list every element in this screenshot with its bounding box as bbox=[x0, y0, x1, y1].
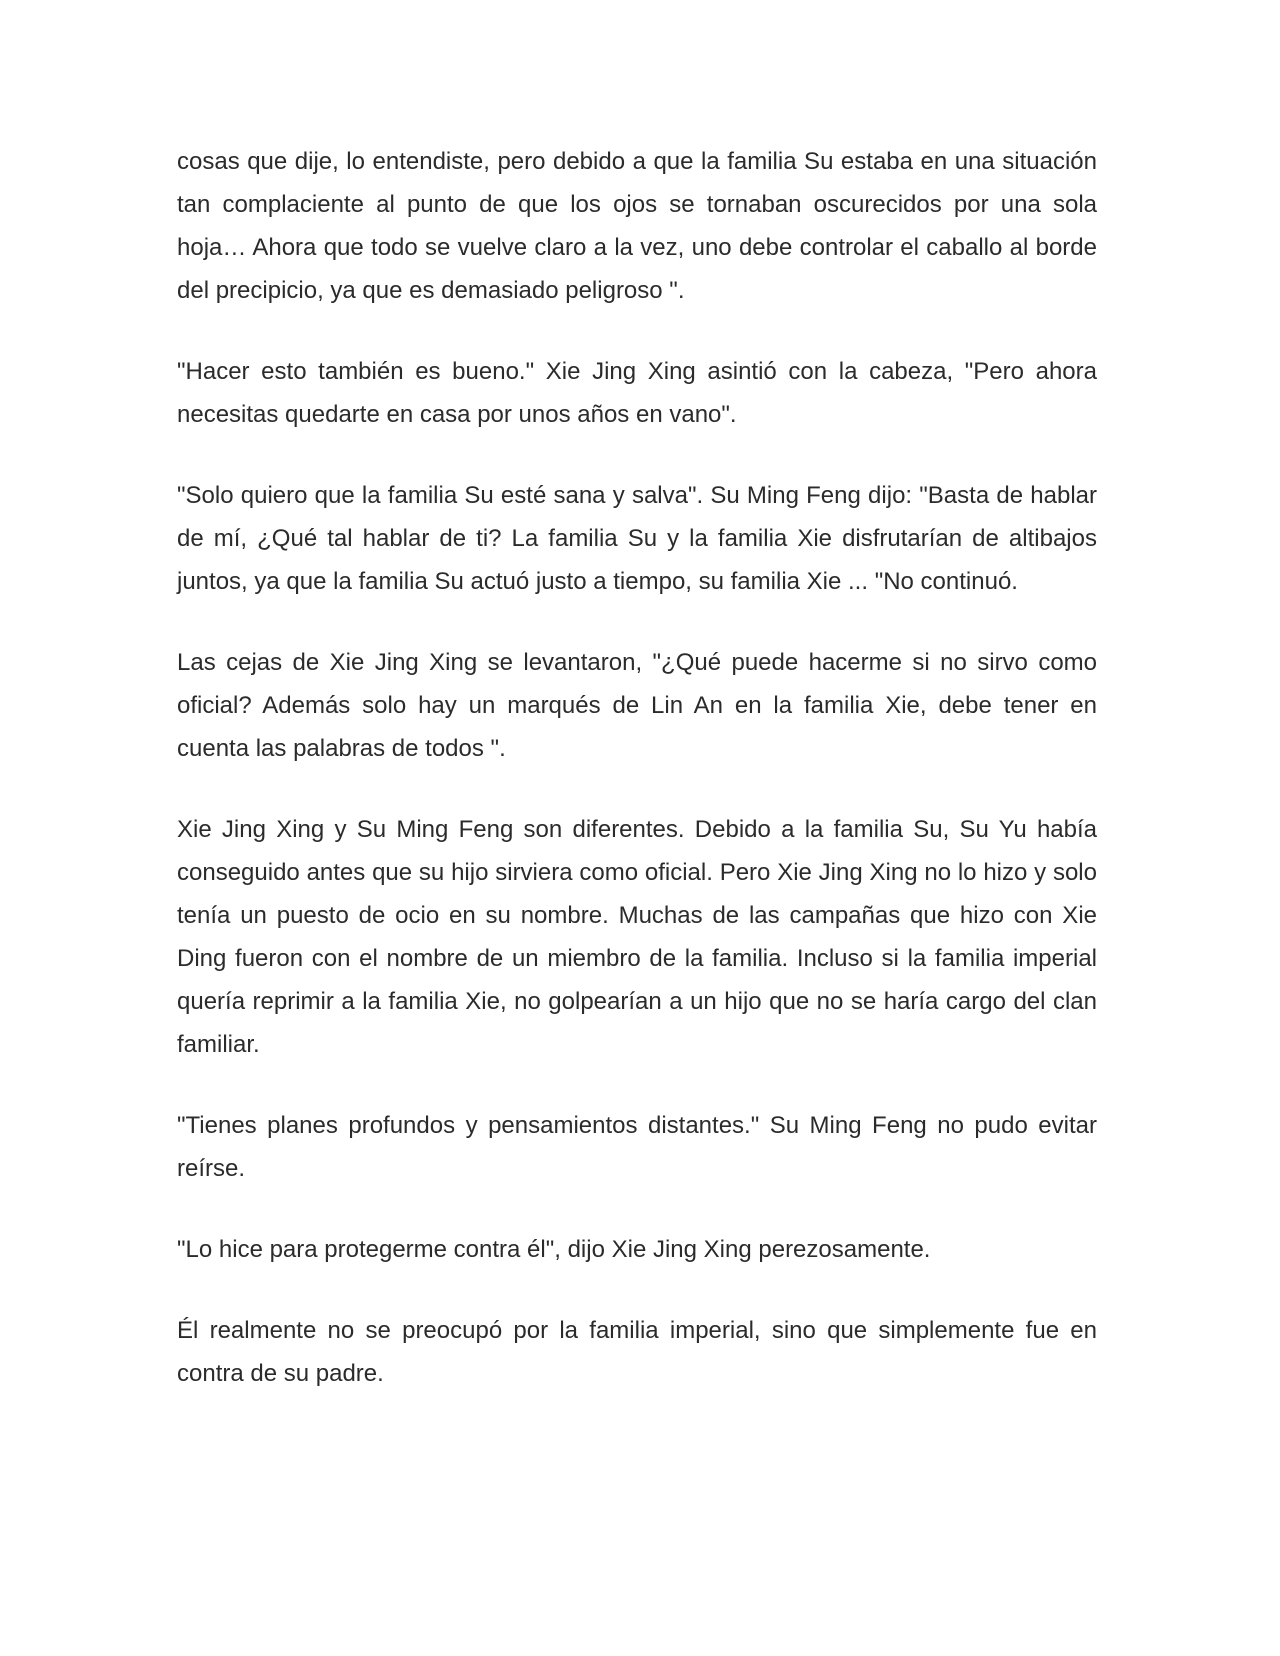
paragraph-7: "Lo hice para protegerme contra él", dijo Xie Jing Xing perezosamente. bbox=[177, 1236, 931, 1263]
paragraph-2: "Hacer esto también es bueno." Xie Jing Xing asintió con la cabeza, "Pero ahora necesitas quedarte en casa por unos años en vano". bbox=[177, 358, 1097, 428]
paragraph-3: "Solo quiero que la familia Su esté sana y salva". Su Ming Feng dijo: "Basta de hablar de mí, ¿Qué tal hablar de ti? La familia Su y la familia Xie disfrutarían de altibajos juntos, ya que la familia Su actuó justo a tiempo, su familia Xie ... "No continuó. bbox=[177, 482, 1097, 595]
paragraph-8: Él realmente no se preocupó por la familia imperial, sino que simplemente fue en contra de su padre. bbox=[177, 1317, 1097, 1387]
paragraph-4: Las cejas de Xie Jing Xing se levantaron, "¿Qué puede hacerme si no sirvo como oficial? Además solo hay un marqués de Lin An en la familia Xie, debe tener en cuenta las palabras de todos ". bbox=[177, 649, 1097, 762]
document-body bbox=[177, 140, 1097, 1433]
paragraph-5: Xie Jing Xing y Su Ming Feng son diferentes. Debido a la familia Su, Su Yu había conseguido antes que su hijo sirviera como oficial. Pero Xie Jing Xing no lo hizo y solo tenía un puesto de ocio en su nombre. Muchas de las campañas que hizo con Xie Ding fueron con el nombre de un miembro de la familia. Incluso si la familia imperial quería reprimir a la familia Xie, no golpearían a un hijo que no se haría cargo del clan familiar. bbox=[177, 816, 1097, 1058]
paragraph-6: "Tienes planes profundos y pensamientos distantes." Su Ming Feng no pudo evitar reírse. bbox=[177, 1112, 1097, 1182]
paragraph-1: cosas que dije, lo entendiste, pero debido a que la familia Su estaba en una situación tan complaciente al punto de que los ojos se tornaban oscurecidos por una sola hoja… Ahora que todo se vuelve claro a la vez, uno debe controlar el caballo al borde del precipicio, ya que es demasiado peligroso ". bbox=[177, 148, 1097, 304]
